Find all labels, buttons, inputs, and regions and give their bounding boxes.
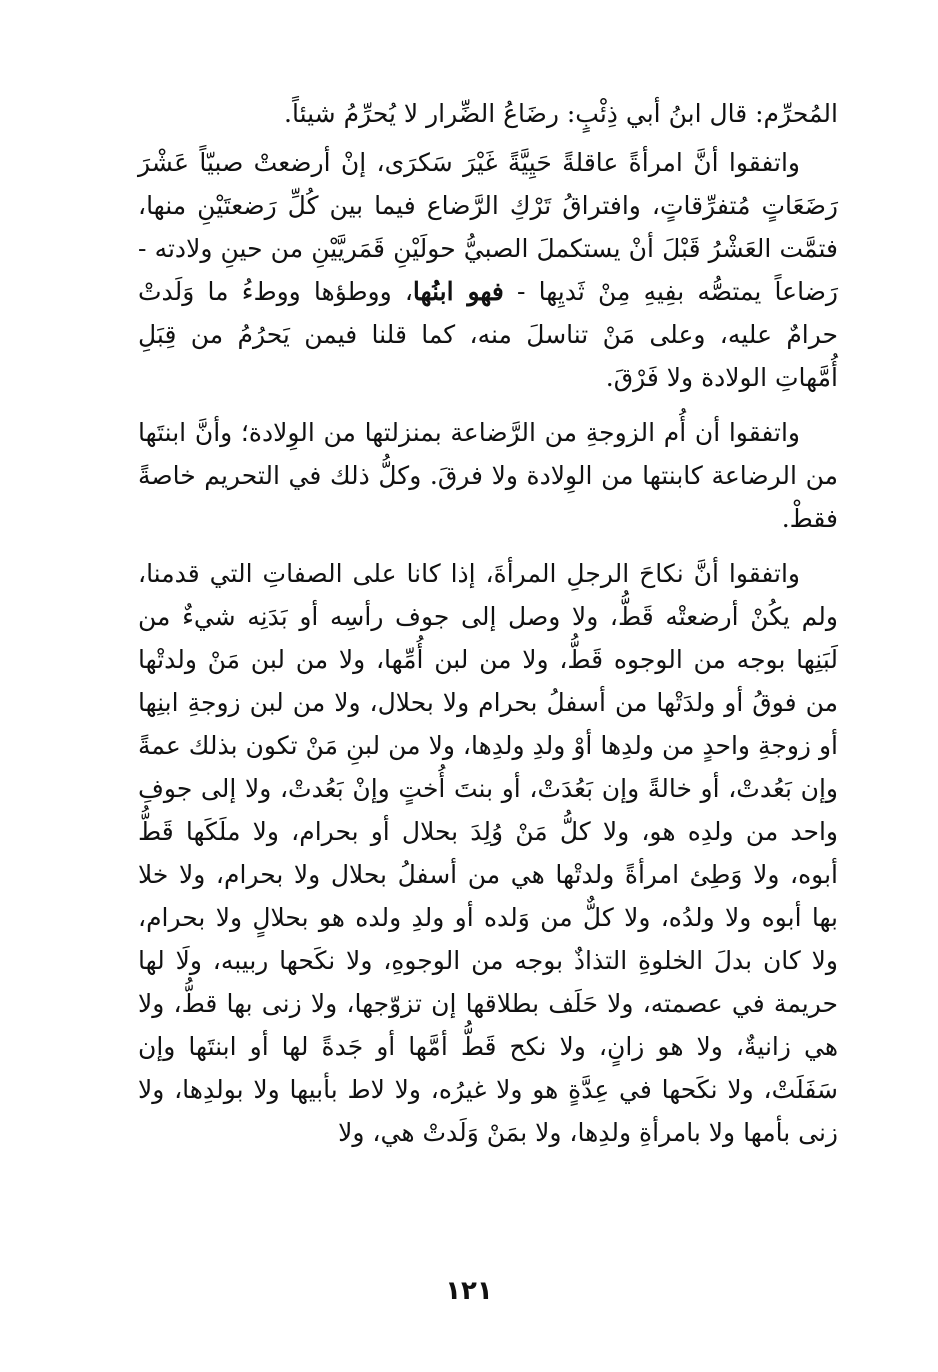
body-text (138, 92, 838, 1154)
paragraph-2 (138, 141, 838, 399)
paragraph-4-text: واتفقوا أنَّ نكاحَ الرجلِ المرأةَ، إذا كانا على الصفاتِ التي قدمنا، ولم يكُنْ أرضعتْه قَطُّ، ولا وصل إلى جوف رأسِه أو بَدَنِه شيءٌ من لَبَنِها بوجه من الوجوه قَطُّ، ولا من لبن أُمِّها، ولا من لبن مَنْ ولدتْها من فوقُ أو ولدَتْها من أسفلُ بحرام ولا بحلال، ولا من لبن زوجةِ ابنِها أو زوجةِ واحدٍ من ولدِها أوْ ولدِ ولدِها، ولا من لبنِ مَنْ تكون بذلك عمةً وإن بَعُدتْ، أو خالةً وإن بَعُدَتْ، أو بنتَ أُختٍ وإنْ بَعُدتْ، ولا إلى جوفِ واحد من ولدِه هو، ولا كلُّ مَنْ وُلِدَ بحلال أو بحرام، ولا ملَكَها قَطُّ أبوه، ولا وَطِئ امرأةً ولدتْها هي من أسفلُ بحلال ولا بحرام، ولا خلا بها أبوه ولا ولدُه، ولا كلٌّ من وَلده أو ولدِ ولده هو بحلالٍ ولا بحرام، ولا كان بدلَ الخلوةِ التذاذٌ بوجه من الوجوهِ، ولا نكَحها ربيبه، ولَا لها حريمة في عصمته، ولا حَلَف بطلاقها إن تزوّجها، ولا زنى بها قطُّ، ولا هي زانيةٌ، ولا هو زانٍ، ولا نكح قَطُّ أمَّها أو جَدةً لها أو ابنتَها وإن سَفَلَتْ، ولا نكَحها في عِدَّةٍ هو ولا غيرُه، ولا لاط بأبيها ولا بولدِها، ولا زنى بأمها ولا بامرأةِ ولدِها، ولا بمَنْ وَلَدتْ هي، ولا (138, 559, 839, 1147)
paragraph-2-text-before: واتفقوا أنَّ امرأةً عاقلةً حَيِيَّةً غَيْرَ سَكرَى، إنْ أرضعتْ صبيّاً عَشْرَ رَضَعَاتٍ مُتفرِّقاتٍ، وافتراقُ تَرْكِ الرَّضاع فيما بين كُلِّ رَضعتَيْنِ منها، فتمَّت العَشْرُ قَبْلَ أنْ يستكملَ الصبيُّ حولَيْنِ قَمَريَّيْنِ من حينِ ولادته - رَضاعاً يمتصُّه بفِيهِ مِنْ ثَديِها - (138, 148, 839, 306)
paragraph-1 (138, 92, 838, 135)
paragraph-2-text-after: ، ووطؤها ووطءُ ما وَلَدتْ حرامٌ عليه، وعلى مَنْ تناسلَ منه، كما قلنا فيمن يَحرُمُ من قِبَلِ أُمَّهاتِ الولادة ولا فَرْقَ. (138, 277, 838, 392)
paragraph-4 (138, 552, 838, 1154)
page-number: ١٢١ (445, 1276, 493, 1306)
paragraph-2-bold-phrase: فهو ابنُها (412, 277, 504, 306)
paragraph-1-text: المُحرِّم: قال ابنُ أبي ذِئْبٍ: رضَاعُ الضِّرار لا يُحرِّمُ شيئاً. (284, 99, 838, 128)
paragraph-3-text: واتفقوا أن أُم الزوجةِ من الرَّضاعة بمنزلتها من الوِلادة؛ وأنَّ ابنتَها من الرضاعة كابنتها من الوِلادة ولا فرقَ. وكلُّ ذلك في التحريم خاصةً فقطْ. (138, 418, 838, 533)
paragraph-3 (138, 411, 838, 540)
